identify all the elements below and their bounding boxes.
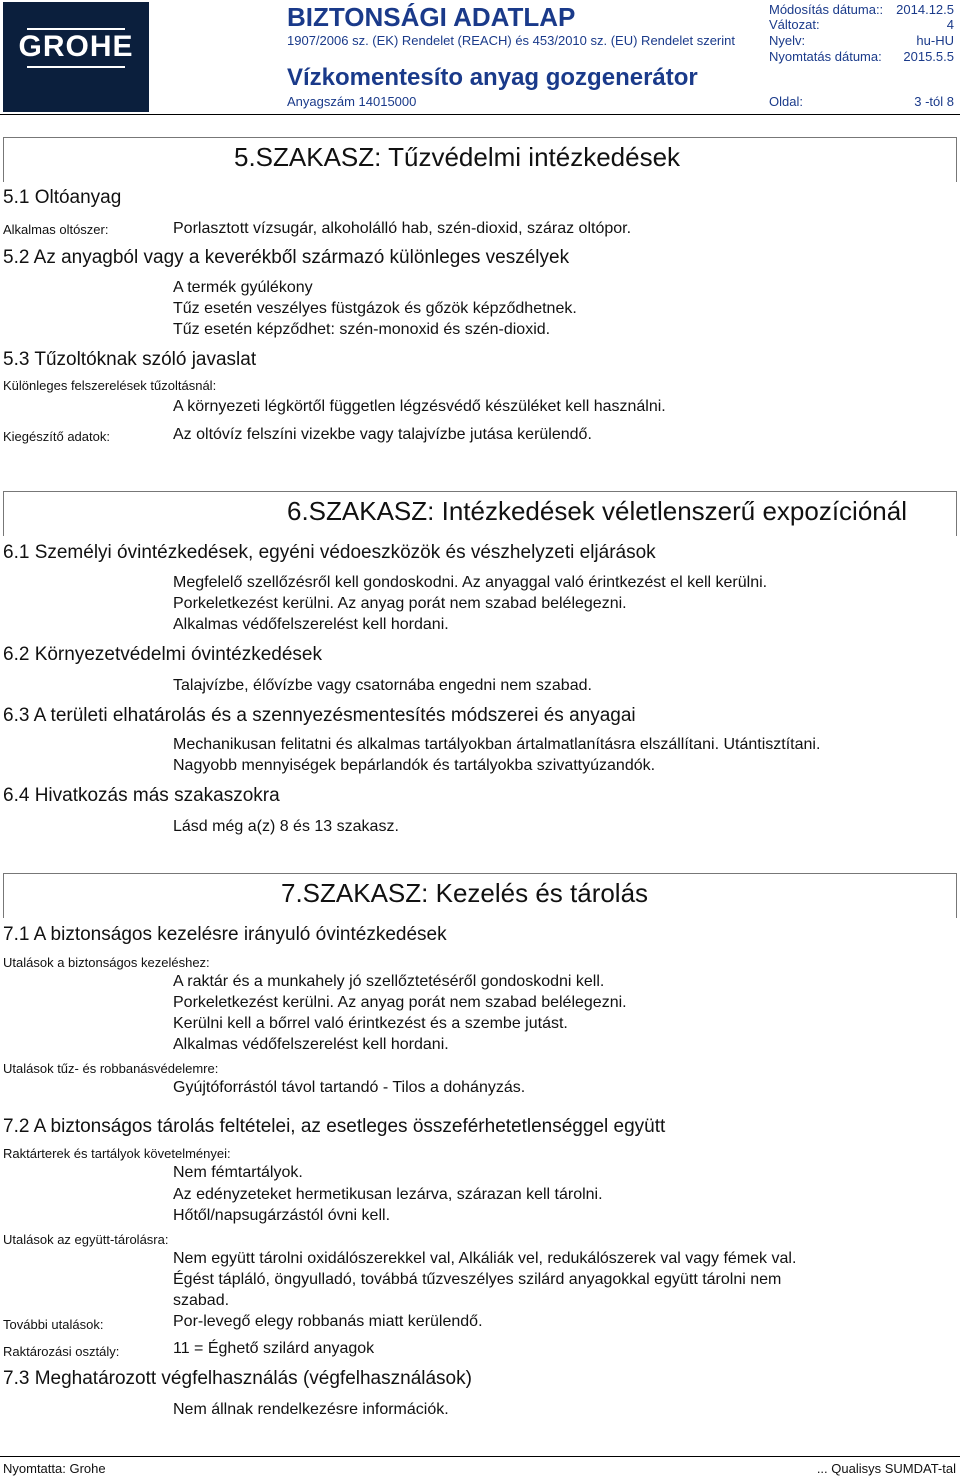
s63-line: Mechanikusan felitatni és alkalmas tartályokban ártalmatlanításra elszállítani. Utántisztítani. bbox=[173, 736, 821, 753]
s71-line: A raktár és a munkahely jó szellőztetéséről gondoskodni kell. bbox=[173, 973, 605, 990]
footer-rule bbox=[0, 1456, 960, 1457]
s71-text-fire: Gyújtóforrástól távol tartandó - Tilos a dohányzás. bbox=[173, 1079, 526, 1096]
s51-text: Porlasztott vízsugár, alkoholálló hab, szén-dioxid, száraz oltópor. bbox=[173, 220, 632, 237]
meta-label-language: Nyelv: bbox=[769, 33, 806, 48]
meta-label-version: Változat: bbox=[769, 17, 820, 32]
s63-heading: 6.3 A területi elhatárolás és a szennyezésmentesítés módszerei és anyagai bbox=[3, 705, 636, 726]
s71-line: Kerülni kell a bőrrel való érintkezést és a szembe jutást. bbox=[173, 1015, 568, 1032]
s61-heading: 6.1 Személyi óvintézkedések, egyéni védoeszközök és vészhelyzeti eljárások bbox=[3, 542, 656, 563]
meta-label-revision: Módosítás dátuma:: bbox=[769, 2, 884, 17]
section5-title: 5.SZAKASZ: Tűzvédelmi intézkedések bbox=[234, 142, 681, 172]
s72-label-storage: Raktárterek és tartályok követelményei: bbox=[3, 1146, 231, 1161]
footer-software: ... Qualisys SUMDAT-tal bbox=[816, 1461, 956, 1476]
s63-line: Nagyobb mennyiségek bepárlandók és tartályokba szivattyúzandók. bbox=[173, 757, 656, 774]
section6-title: 6.SZAKASZ: Intézkedések véletlenszerű expozíciónál bbox=[287, 496, 907, 526]
s52-line: Tűz esetén veszélyes füstgázok és gőzök képződhetnek. bbox=[173, 300, 577, 317]
s52-line: A termék gyúlékony bbox=[173, 279, 313, 296]
meta-value-revision: 2014.12.5 bbox=[896, 2, 954, 17]
s64-text: Lásd még a(z) 8 és 13 szakasz. bbox=[173, 818, 399, 835]
s72-line: Az edényzeteket hermetikusan lezárva, szárazan kell tárolni. bbox=[173, 1186, 603, 1203]
s53-heading: 5.3 Tűzoltóknak szóló javaslat bbox=[3, 349, 257, 370]
s51-label: Alkalmas oltószer: bbox=[3, 222, 109, 237]
meta-value-language: hu-HU bbox=[916, 33, 954, 48]
document-title: BIZTONSÁGI ADATLAP bbox=[287, 2, 576, 32]
logo-bottom-line bbox=[27, 66, 125, 68]
s72-label-class: Raktározási osztály: bbox=[3, 1344, 120, 1359]
s71-label-handling: Utalások a biztonságos kezeléshez: bbox=[3, 955, 210, 970]
s72-text-further: Por-levegő elegy robbanás miatt kerülendő. bbox=[173, 1313, 483, 1330]
section7-title: 7.SZAKASZ: Kezelés és tárolás bbox=[281, 878, 649, 908]
meta-label-print-date: Nyomtatás dátuma: bbox=[769, 49, 882, 64]
product-name: Vízkomentesíto anyag gozgenerátor bbox=[287, 64, 698, 91]
s53-text-equipment: A környezeti légkörtől független légzésvédő készüléket kell használni. bbox=[173, 398, 666, 415]
s71-label-fire: Utalások tűz- és robbanásvédelemre: bbox=[3, 1061, 219, 1076]
meta-value-print-date: 2015.5.5 bbox=[903, 49, 954, 64]
s71-line: Alkalmas védőfelszerelést kell hordani. bbox=[173, 1036, 449, 1053]
material-number: Anyagszám 14015000 bbox=[287, 94, 417, 109]
s72-label-further: További utalások: bbox=[3, 1317, 104, 1332]
s72-line: Hőtől/napsugárzástól óvni kell. bbox=[173, 1207, 391, 1224]
s51-heading: 5.1 Oltóanyag bbox=[3, 187, 122, 208]
s73-text: Nem állnak rendelkezésre információk. bbox=[173, 1401, 449, 1418]
s61-line: Porkeletkezést kerülni. Az anyag porát nem szabad belélegezni. bbox=[173, 595, 627, 612]
s61-line: Megfelelő szellőzésről kell gondoskodni. Az anyaggal való érintkezést el kell kerülni. bbox=[173, 574, 768, 591]
header-rule bbox=[0, 114, 960, 115]
s71-line: Porkeletkezést kerülni. Az anyag porát nem szabad belélegezni. bbox=[173, 994, 627, 1011]
s62-text: Talajvízbe, élővízbe vagy csatornába engedni nem szabad. bbox=[173, 677, 592, 694]
page-number: 3 -tól 8 bbox=[914, 94, 954, 109]
s62-heading: 6.2 Környezetvédelmi óvintézkedések bbox=[3, 644, 322, 665]
s53-label-equipment: Különleges felszerelések tűzoltásnál: bbox=[3, 378, 217, 393]
s73-heading: 7.3 Meghatározott végfelhasználás (végfelhasználások) bbox=[3, 1368, 472, 1389]
s61-line: Alkalmas védőfelszerelést kell hordani. bbox=[173, 616, 449, 633]
s72-line: szabad. bbox=[173, 1292, 230, 1309]
s53-text-additional: Az oltóvíz felszíni vizekbe vagy talajvízbe jutása kerülendő. bbox=[173, 426, 592, 443]
s52-line: Tűz esetén képződhet: szén-monoxid és szén-dioxid. bbox=[173, 321, 551, 338]
s72-line: Égést tápláló, öngyulladó, továbbá tűzveszélyes szilárd anyagokkal együtt tárolni nem bbox=[173, 1271, 782, 1288]
footer-printed-by: Nyomtatta: Grohe bbox=[3, 1461, 106, 1476]
s72-heading: 7.2 A biztonságos tárolás feltételei, az esetleges összeférhetetlenséggel együtt bbox=[3, 1116, 666, 1137]
logo-text: GROHE bbox=[18, 30, 134, 63]
s72-text-class: 11 = Éghető szilárd anyagok bbox=[173, 1340, 375, 1357]
meta-value-version: 4 bbox=[946, 17, 954, 32]
page-label: Oldal: bbox=[769, 94, 803, 109]
s71-heading: 7.1 A biztonságos kezelésre irányuló óvintézkedések bbox=[3, 924, 447, 945]
s64-heading: 6.4 Hivatkozás más szakaszokra bbox=[3, 785, 280, 806]
s52-heading: 5.2 Az anyagból vagy a keverékből származó különleges veszélyek bbox=[3, 247, 570, 268]
s72-line: Nem együtt tárolni oxidálószerekkel val, Alkáliák vel, redukálószerek val vagy fémek val. bbox=[173, 1250, 797, 1267]
s72-label-cobstorage: Utalások az együtt-tárolásra: bbox=[3, 1232, 169, 1247]
grohe-logo bbox=[3, 2, 149, 112]
regulation-text: 1907/2006 sz. (EK) Rendelet (REACH) és 453/2010 sz. (EU) Rendelet szerint bbox=[287, 33, 735, 48]
s72-line: Nem fémtartályok. bbox=[173, 1164, 303, 1181]
s53-label-additional: Kiegészítő adatok: bbox=[3, 429, 110, 444]
